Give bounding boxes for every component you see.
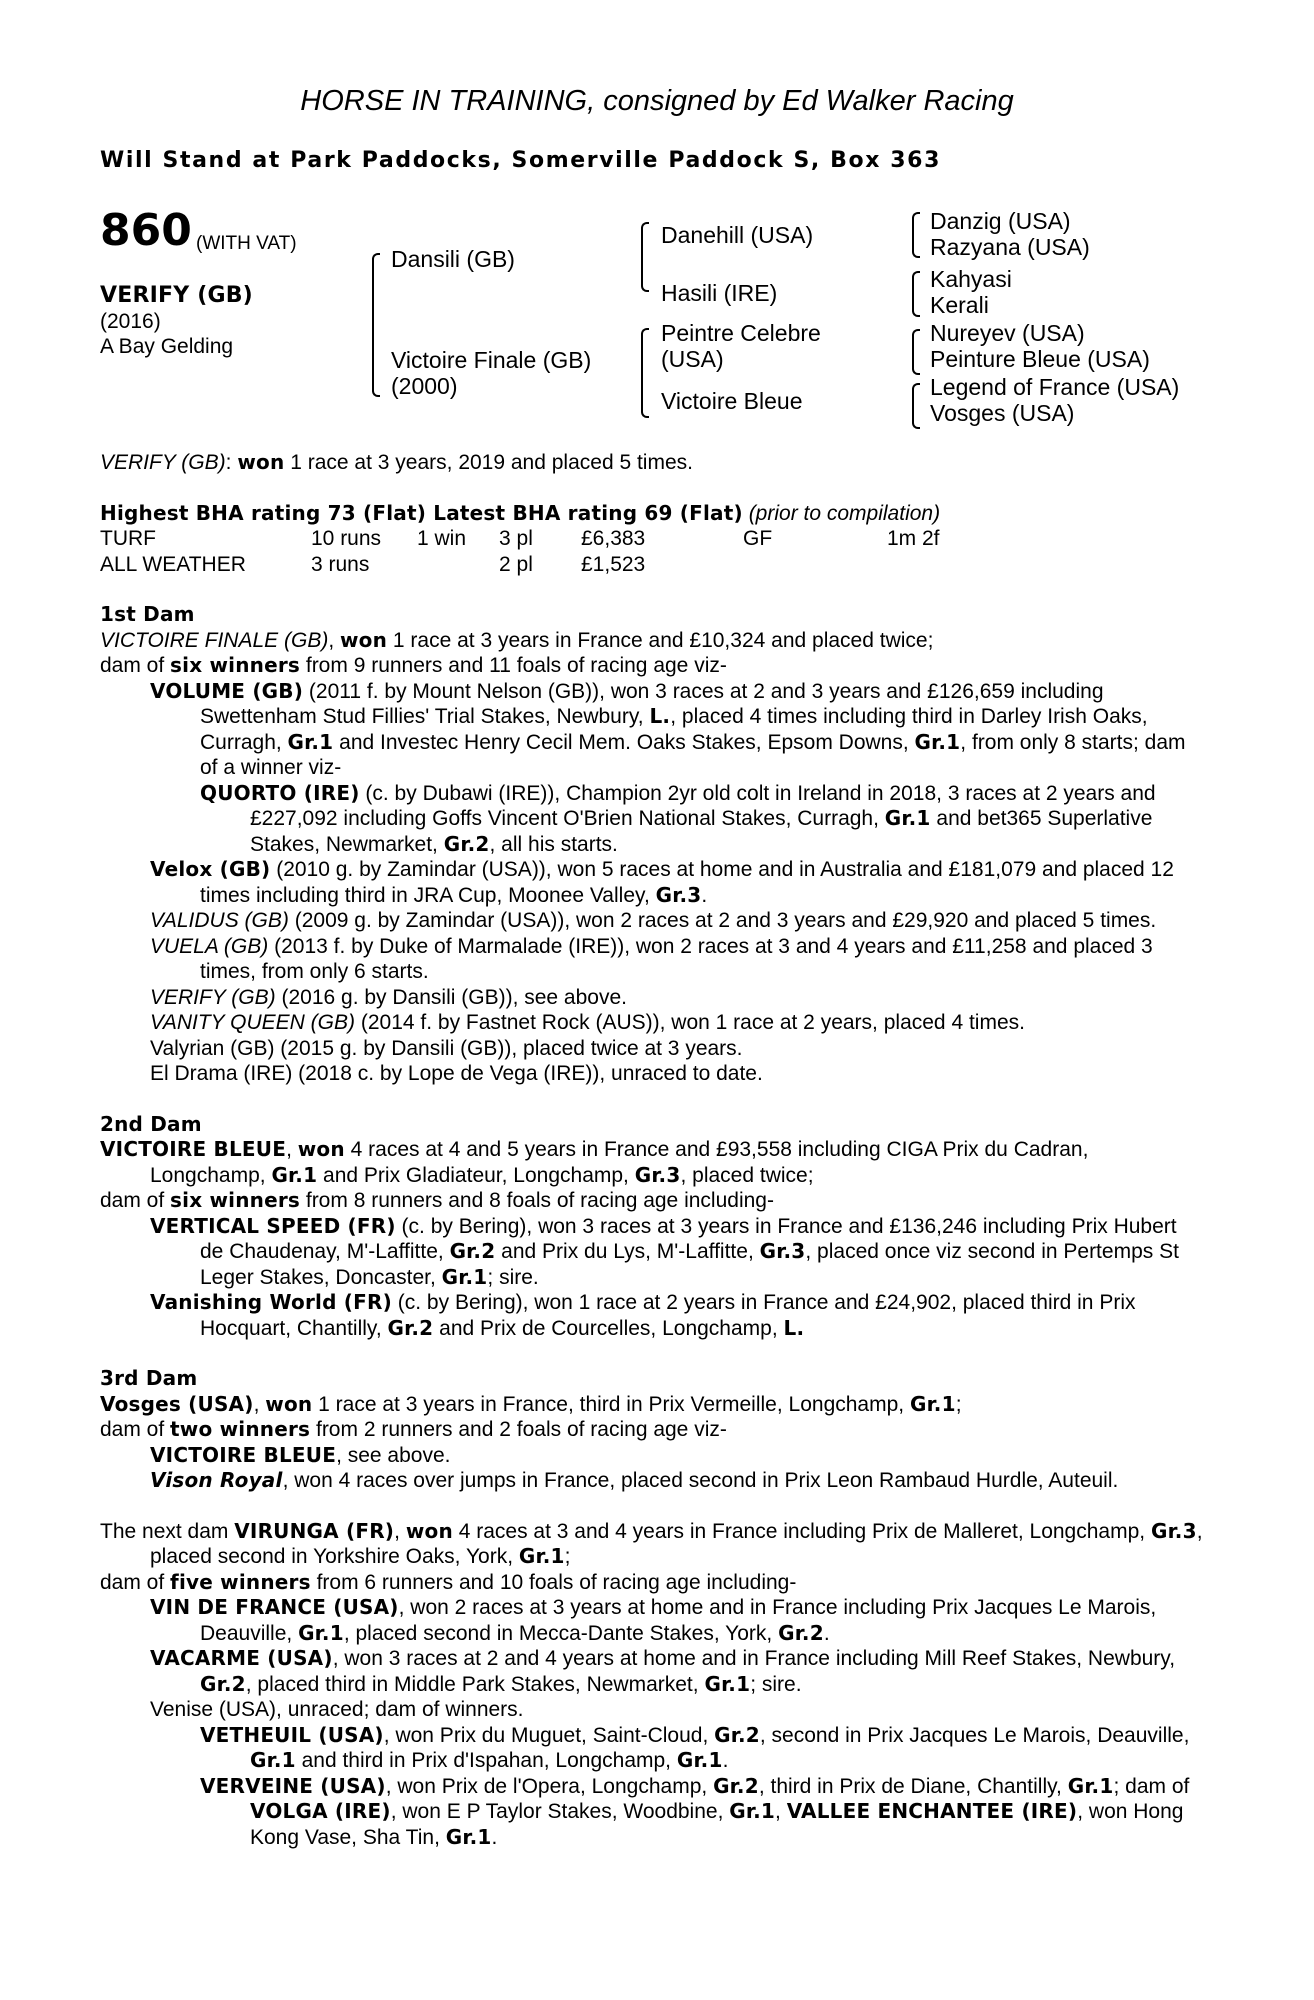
third-dam-heading: 3rd Dam [100,1366,198,1390]
progeny-volume: VOLUME (GB) (2011 f. by Mount Nelson (GB)), won 3 races at 2 and 3 years and £126,659 including Swettenham Stud Fillies' Trial Stakes, Newbury, L., placed 4 times including third in Darley Irish Oaks, Curragh, Gr.1 and Investec Henry Cecil Mem. Oaks Stakes, Epsom Downs, Gr.1, from only 8 starts; dam of a winner viz- [150,678,1186,779]
progeny-vacarme: VACARME (USA), won 3 races at 2 and 4 years at home and in France including Mill Reef Stakes, Newbury, Gr.2, placed third in Middle Park Stakes, Newmarket, Gr.1; sire. [150,1646,1176,1696]
pedigree-dsd: Peinture Bleue (USA) [930,346,1150,372]
pedigree-ssd: Razyana (USA) [930,234,1090,260]
fourth-dam-record: The next dam VIRUNGA (FR), won 4 races at 3 and 4 years in France including Prix de Malleret, Longchamp, Gr.3, placed second in Yorkshire Oaks, York, Gr.1; [100,1518,1203,1568]
all-weather-record: ALL WEATHER 3 runs 2 pl £1,523 [100,552,646,576]
progeny-vanishing-world: Vanishing World (FR) (c. by Bering), won 1 race at 2 years in France and £24,902, placed third in Prix Hocquart, Chantilly, Gr.2 and Prix de Courcelles, Longchamp, L. [150,1290,1136,1340]
pedigree-sdd: Kerali [930,292,989,318]
progeny-venise: Venise (USA), unraced; dam of winners. [150,1698,524,1721]
horse-year: (2016) [100,309,161,333]
stand-location: Will Stand at Park Paddocks, Somerville Paddock S, Box 363 [100,148,941,173]
lot-number: 860 [100,205,192,256]
progeny-vertical-speed: VERTICAL SPEED (FR) (c. by Bering), won 3 races at 3 years in France and £136,246 including Prix Hubert de Chaudenay, M'-Laffitte, Gr.2 and Prix du Lys, M'-Laffitte, Gr.3, placed once viz second in Pertemps St Leger Stakes, Doncaster, Gr.1; sire. [150,1213,1179,1289]
progeny-el-drama: El Drama (IRE) (2018 c. by Lope de Vega (IRE)), unraced to date. [150,1062,763,1085]
third-dam-record: Vosges (USA), won 1 race at 3 years in France, third in Prix Vermeille, Longchamp, Gr.1; [100,1391,962,1416]
dd-brace [912,383,920,429]
sd-brace [912,271,920,317]
progeny-velox: Velox (GB) (2010 g. by Zamindar (USA)), won 5 races at home and in Australia and £181,079 and placed 12 times including third in JRA Cup, Moonee Valley, Gr.3. [150,857,1174,907]
progeny-victoire-bleue: VICTOIRE BLEUE, see above. [150,1442,451,1467]
progeny-quorto: QUORTO (IRE) (c. by Dubawi (IRE)), Champion 2yr old colt in Ireland in 2018, 3 races at 2 years and £227,092 including Goffs Vincent O'Brien National Stakes, Curragh, Gr.1 and bet365 Superlative Stakes, Newmarket, Gr.2, all his starts. [200,780,1156,856]
second-dam-produce: dam of six winners from 8 runners and 8 foals of racing age including- [100,1188,774,1212]
progeny-vuela: VUELA (GB) (2013 f. by Duke of Marmalade (IRE)), won 2 races at 3 and 4 years and £11,258 and placed 3 times, from only 6 starts. [150,934,1153,983]
second-dam-heading: 2nd Dam [100,1111,202,1136]
pedigree-sire: Dansili (GB) [391,246,515,272]
first-dam-record: VICTOIRE FINALE (GB), won 1 race at 3 years in France and £10,324 and placed twice; [100,627,934,652]
horse-description: A Bay Gelding [100,335,234,358]
pedigree-sss: Danzig (USA) [930,208,1071,234]
progeny-vanity-queen: VANITY QUEEN (GB) (2014 f. by Fastnet Rock (AUS)), won 1 race at 2 years, placed 4 times. [150,1011,1025,1034]
vat-note: (WITH VAT) [196,233,297,254]
pedigree-dam: Victoire Finale (GB) [391,347,592,373]
ss-brace [912,212,920,258]
pedigree-dam-sire-country: (USA) [661,346,724,372]
pedigree-dam-dam: Victoire Bleue [661,388,803,414]
progeny-validus: VALIDUS (GB) (2009 g. by Zamindar (USA)), won 2 races at 2 and 3 years and £29,920 and placed 5 times. [150,909,1157,932]
third-dam-produce: dam of two winners from 2 runners and 2 foals of racing age viz- [100,1417,727,1441]
bha-ratings: Highest BHA rating 73 (Flat) Latest BHA rating 69 (Flat) (prior to compilation) [100,500,941,525]
second-dam-record: VICTOIRE BLEUE, won 4 races at 4 and 5 years in France and £93,558 including CIGA Prix du Cadran, Longchamp, Gr.1 and Prix Gladiateur, Longchamp, Gr.3, placed twice; [100,1137,1089,1187]
horse-name: VERIFY (GB) [100,283,253,308]
ds-brace [912,329,920,375]
progeny-vetheuil: VETHEUIL (USA), won Prix du Muguet, Saint-Cloud, Gr.2, second in Prix Jacques Le Marois, Deauville, Gr.1 and third in Prix d'Ispahan, Longchamp, Gr.1. [200,1722,1190,1772]
catalogue-header: HORSE IN TRAINING, consigned by Ed Walker Racing [300,85,1014,117]
progeny-verveine: VERVEINE (USA), won Prix de l'Opera, Longchamp, Gr.2, third in Prix de Diane, Chantilly, Gr.1; dam of VOLGA (IRE), won E P Taylor Stakes, Woodbine, Gr.1, VALLEE ENCHANTEE (IRE), won Hong Kong Vase, Sha Tin, Gr.1. [200,1773,1190,1849]
pedigree-sds: Kahyasi [930,266,1012,292]
turf-record: TURF 10 runs 1 win 3 pl £6,383 GF 1m 2f [100,527,940,550]
pedigree-dam-year: (2000) [391,373,458,399]
fourth-dam-produce: dam of five winners from 6 runners and 10 foals of racing age including- [100,1569,797,1594]
pedigree-dam-sire: Peintre Celebre [661,320,821,346]
pedigree-dss: Nureyev (USA) [930,320,1085,346]
progeny-vison-royal: Vison Royal, won 4 races over jumps in France, placed second in Prix Leon Rambaud Hurdle, Auteuil. [150,1468,1119,1492]
sire-dam-brace [372,253,380,397]
pedigree-ddd: Vosges (USA) [930,400,1075,426]
sire-parents-brace [641,222,649,292]
race-summary: VERIFY (GB): won 1 race at 3 years, 2019 and placed 5 times. [100,450,693,474]
first-dam-produce: dam of six winners from 9 runners and 11 foals of racing age viz- [100,653,727,677]
catalogue-body [100,450,1204,1850]
pedigree-sire-sire: Danehill (USA) [661,222,814,248]
progeny-valyrian: Valyrian (GB) (2015 g. by Dansili (GB)), placed twice at 3 years. [150,1036,743,1060]
dam-parents-brace [641,328,649,418]
first-dam-heading: 1st Dam [100,602,195,626]
pedigree-sire-dam: Hasili (IRE) [661,280,778,306]
progeny-verify: VERIFY (GB) (2016 g. by Dansili (GB)), see above. [150,985,627,1009]
progeny-vin-de-france: VIN DE FRANCE (USA), won 2 races at 3 years at home and in France including Prix Jacques Le Marois, Deauville, Gr.1, placed second in Mecca-Dante Stakes, York, Gr.2. [150,1595,1157,1645]
pedigree-dds: Legend of France (USA) [930,374,1180,400]
horse-info [100,283,253,360]
